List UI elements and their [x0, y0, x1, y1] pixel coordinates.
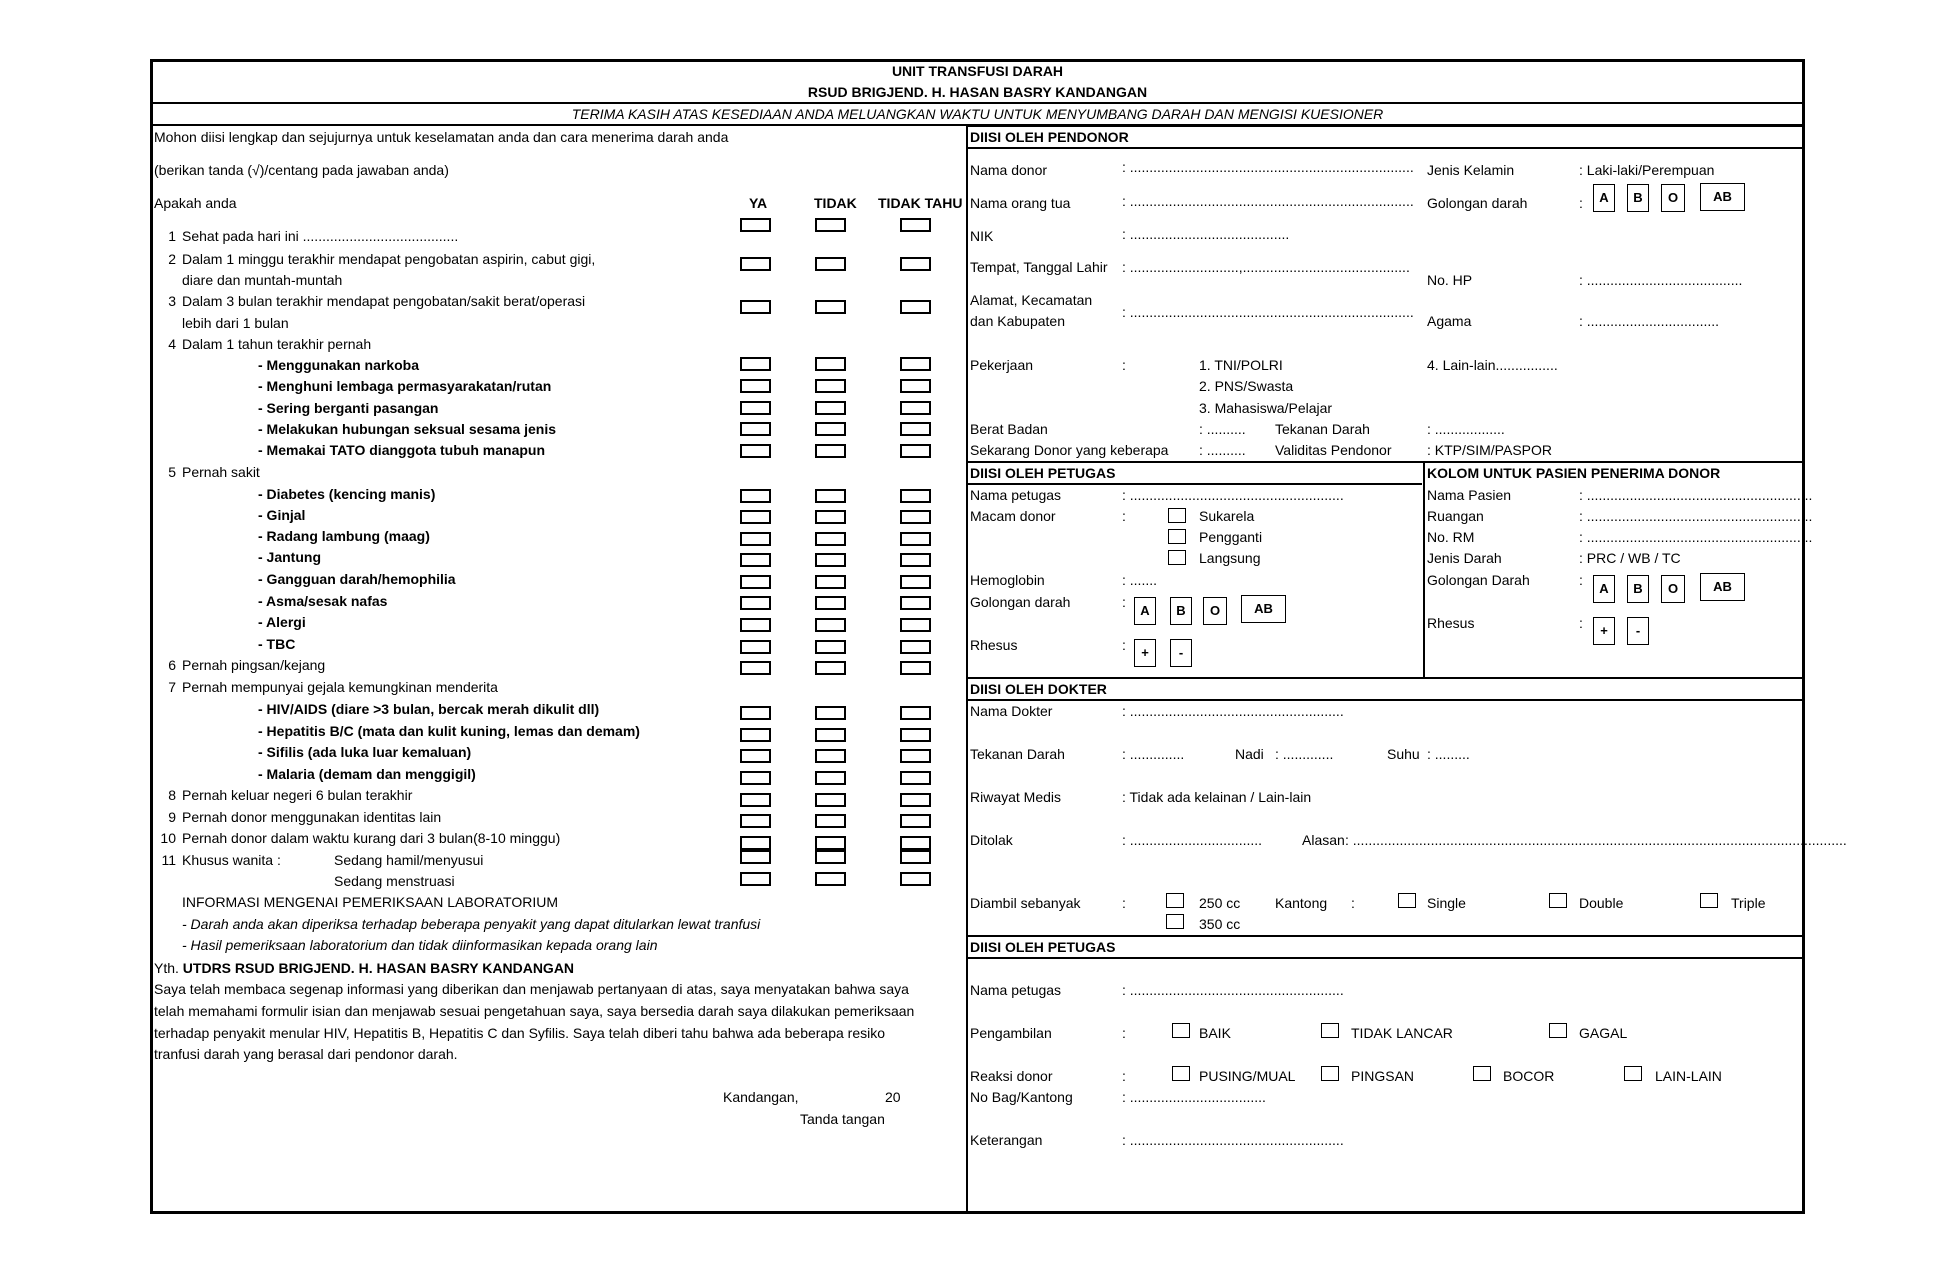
label-macam-donor: Macam donor — [970, 508, 1056, 524]
section-title-pendonor: DIISI OLEH PENDONOR — [970, 129, 1129, 145]
answer-checkbox-ya[interactable] — [740, 793, 771, 807]
checkbox-lain-lain[interactable] — [1624, 1066, 1642, 1081]
thanks-banner: TERIMA KASIH ATAS KESEDIAAN ANDA MELUANGKAN WAKTU UNTUK MENYUMBANG DARAH DAN MENGISI KUESIONER — [571, 106, 1384, 122]
answer-checkbox-tidak[interactable] — [815, 357, 846, 371]
statement-line: terhadap penyakit menular HIV, Hepatitis B, Hepatitis C dan Syfilis. Saya telah diberi tahu bahwa ada beberapa resiko — [154, 1025, 886, 1041]
answer-checkbox-tidak-tahu[interactable] — [900, 218, 931, 232]
blood-type-b-option[interactable]: B — [1627, 575, 1649, 603]
answer-checkbox-ya[interactable] — [740, 553, 771, 567]
field-jenis-kelamin[interactable]: : Laki-laki/Perempuan — [1579, 162, 1715, 178]
label-250cc: 250 cc — [1199, 895, 1241, 911]
label-jenis-kelamin: Jenis Kelamin — [1427, 162, 1515, 178]
answer-checkbox-tidak[interactable] — [815, 771, 846, 785]
wanita-option-2: Sedang menstruasi — [334, 873, 455, 889]
answer-checkbox-tidak-tahu[interactable] — [900, 850, 931, 864]
answer-checkbox-tidak[interactable] — [815, 444, 846, 458]
answer-checkbox-tidak[interactable] — [815, 575, 846, 589]
field-nama-petugas-2[interactable]: : ....................................................... — [1122, 982, 1344, 998]
label-nik: NIK — [970, 228, 994, 244]
field-no-hp[interactable]: : ........................................ — [1579, 272, 1743, 288]
field-alamat[interactable]: : ......................................................................... — [1122, 304, 1414, 320]
blood-type-a-option[interactable]: A — [1134, 597, 1156, 625]
question-text: - HIV/AIDS (diare >3 bulan, bercak merah dikulit dll) — [258, 701, 600, 717]
statement-line: Saya telah membaca segenap informasi yang diberikan dan menjawab pertanyaan di atas, saya menyatakan bahwa saya — [154, 981, 909, 997]
label-kantong: Kantong — [1275, 895, 1328, 911]
answer-checkbox-tidak[interactable] — [815, 401, 846, 415]
pekerjaan-option-1[interactable]: 1. TNI/POLRI — [1199, 357, 1283, 373]
field-tekanan-darah[interactable]: : .............. — [1122, 746, 1185, 762]
field-ditolak[interactable]: : .................................. — [1122, 832, 1263, 848]
question-text: Dalam 1 minggu terakhir mendapat pengobatan aspirin, cabut gigi, — [182, 251, 596, 267]
header-title-2: RSUD BRIGJEND. H. HASAN BASRY KANDANGAN — [807, 84, 1148, 100]
question-text: - Memakai TATO dianggota tubuh manapun — [258, 442, 546, 458]
label-validitas: Validitas Pendonor — [1275, 442, 1392, 458]
question-text: - Alergi — [258, 614, 306, 630]
question-number: 3 — [168, 293, 176, 309]
field-nama-petugas[interactable]: : ....................................................... — [1122, 487, 1344, 503]
field-nama-pasien[interactable]: : .......................................................... — [1579, 487, 1813, 503]
answer-checkbox-tidak[interactable] — [815, 749, 846, 763]
answer-checkbox-tidak-tahu[interactable] — [900, 814, 931, 828]
divider — [967, 699, 1804, 701]
answer-checkbox-ya[interactable] — [740, 771, 771, 785]
divider — [967, 461, 1804, 463]
pekerjaan-option-3[interactable]: 3. Mahasiswa/Pelajar — [1199, 400, 1333, 416]
answer-checkbox-tidak-tahu[interactable] — [900, 618, 931, 632]
section-title-petugas-2: DIISI OLEH PETUGAS — [970, 939, 1116, 955]
question-text: - Jantung — [258, 549, 321, 565]
label-pusing-mual: PUSING/MUAL — [1199, 1068, 1296, 1084]
answer-checkbox-tidak[interactable] — [815, 300, 846, 314]
answer-checkbox-tidak[interactable] — [815, 218, 846, 232]
blood-type-ab-option[interactable]: AB — [1700, 183, 1745, 211]
yth-prefix: Yth. — [154, 960, 179, 976]
answer-checkbox-ya[interactable] — [740, 661, 771, 675]
lab-info-1: - Darah anda akan diperiksa terhadap beberapa penyakit yang dapat ditularkan lewat tranfusi — [182, 916, 761, 932]
colon: : — [1122, 637, 1126, 653]
question-text: Pernah pingsan/kejang — [182, 657, 326, 673]
sign-year: 20 — [885, 1089, 901, 1105]
question-number: 8 — [168, 787, 176, 803]
question-number: 7 — [168, 679, 176, 695]
label-langsung: Langsung — [1199, 550, 1261, 566]
answer-checkbox-ya[interactable] — [740, 357, 771, 371]
answer-checkbox-tidak[interactable] — [815, 553, 846, 567]
answer-checkbox-tidak-tahu[interactable] — [900, 661, 931, 675]
question-text: - Ginjal — [258, 507, 306, 523]
statement-line: tranfusi darah yang berasal dari pendonor darah. — [154, 1046, 458, 1062]
label-pingsan: PINGSAN — [1351, 1068, 1415, 1084]
header-title-1: UNIT TRANSFUSI DARAH — [891, 63, 1064, 79]
label-golongan-darah-pasien: Golongan Darah — [1427, 572, 1530, 588]
answer-checkbox-tidak[interactable] — [815, 640, 846, 654]
intro-text: Mohon diisi lengkap dan sejujurnya untuk keselamatan anda dan cara menerima darah anda — [154, 129, 729, 145]
answer-checkbox-tidak[interactable] — [815, 706, 846, 720]
label-no-rm: No. RM — [1427, 529, 1475, 545]
label-baik: BAIK — [1199, 1025, 1231, 1041]
answer-checkbox-ya[interactable] — [740, 706, 771, 720]
signature-label: Tanda tangan — [800, 1111, 885, 1127]
question-text: Dalam 1 tahun terakhir pernah — [182, 336, 372, 352]
label-pekerjaan: Pekerjaan — [970, 357, 1034, 373]
question-text: - Menghuni lembaga permasyarakatan/rutan — [258, 378, 552, 394]
divider — [967, 677, 1804, 679]
field-no-bag[interactable]: : ................................... — [1122, 1089, 1266, 1105]
divider — [967, 957, 1804, 959]
checkbox-bocor[interactable] — [1473, 1066, 1491, 1081]
answer-checkbox-ya[interactable] — [740, 596, 771, 610]
blood-type-o-option[interactable]: O — [1661, 575, 1685, 603]
label-nama-donor: Nama donor — [970, 162, 1048, 178]
checkbox-sukarela[interactable] — [1168, 508, 1186, 523]
colon: : — [1579, 572, 1583, 588]
label-donor-ke: Sekarang Donor yang keberapa — [970, 442, 1169, 458]
answer-checkbox-tidak[interactable] — [815, 793, 846, 807]
field-nama-ortu[interactable]: : ......................................................................... — [1122, 193, 1414, 209]
answer-checkbox-ya[interactable] — [740, 850, 771, 864]
checkbox-gagal[interactable] — [1549, 1023, 1567, 1038]
answer-checkbox-tidak[interactable] — [815, 814, 846, 828]
answer-checkbox-tidak[interactable] — [815, 510, 846, 524]
label-golongan-darah: Golongan darah — [1427, 195, 1528, 211]
question-number: 9 — [168, 809, 176, 825]
label-agama: Agama — [1427, 313, 1472, 329]
question-text: Pernah mempunyai gejala kemungkinan menderita — [182, 679, 498, 695]
label-golongan-darah: Golongan darah — [970, 594, 1071, 610]
colon: : — [1351, 895, 1355, 911]
checkbox-pingsan[interactable] — [1321, 1066, 1339, 1081]
label-nama-ortu: Nama orang tua — [970, 195, 1071, 211]
colon: : — [1122, 508, 1126, 524]
answer-checkbox-tidak[interactable] — [815, 422, 846, 436]
question-number: 6 — [168, 657, 176, 673]
answer-checkbox-ya[interactable] — [740, 575, 771, 589]
answer-checkbox-tidak[interactable] — [815, 728, 846, 742]
label-sukarela: Sukarela — [1199, 508, 1255, 524]
answer-checkbox-tidak-tahu[interactable] — [900, 401, 931, 415]
field-jenis-darah[interactable]: : PRC / WB / TC — [1579, 550, 1681, 566]
answer-checkbox-tidak-tahu[interactable] — [900, 706, 931, 720]
answer-checkbox-tidak-tahu[interactable] — [900, 444, 931, 458]
label-ttl: Tempat, Tanggal Lahir — [970, 259, 1108, 275]
label-keterangan: Keterangan — [970, 1132, 1043, 1148]
answer-checkbox-ya[interactable] — [740, 489, 771, 503]
lab-info-2: - Hasil pemeriksaan laboratorium dan tidak diinformasikan kepada orang lain — [182, 937, 658, 953]
field-nadi[interactable]: : ............. — [1275, 746, 1334, 762]
statement-line: telah memahami formulir isian dan menjawab sesuai pengetahuan saya, saya bersedia darah saya dilakukan pemeriksaan — [154, 1003, 915, 1019]
question-text: - Hepatitis B/C (mata dan kulit kuning, lemas dan demam) — [258, 723, 640, 739]
question-lead: Apakah anda — [154, 195, 237, 211]
question-text: - Radang lambung (maag) — [258, 528, 430, 544]
answer-checkbox-tidak[interactable] — [815, 661, 846, 675]
colon: : — [1122, 895, 1126, 911]
label-pengambilan: Pengambilan — [970, 1025, 1052, 1041]
divider — [151, 102, 1804, 104]
question-text: Dalam 3 bulan terakhir mendapat pengobatan/sakit berat/operasi — [182, 293, 586, 309]
label-alasan: Alasan — [1302, 832, 1345, 848]
answer-checkbox-ya[interactable] — [740, 379, 771, 393]
answer-checkbox-ya[interactable] — [740, 401, 771, 415]
question-text: Pernah donor menggunakan identitas lain — [182, 809, 442, 825]
question-number: 1 — [168, 228, 176, 244]
rhesus-positive-option[interactable]: + — [1593, 617, 1615, 645]
column-divider — [966, 125, 968, 1213]
field-keterangan[interactable]: : ....................................................... — [1122, 1132, 1344, 1148]
answer-checkbox-tidak-tahu[interactable] — [900, 300, 931, 314]
blood-type-ab-option[interactable]: AB — [1700, 573, 1745, 601]
field-suhu[interactable]: : ......... — [1427, 746, 1470, 762]
answer-checkbox-ya[interactable] — [740, 618, 771, 632]
answer-checkbox-tidak[interactable] — [815, 257, 846, 271]
field-donor-ke[interactable]: : .......... — [1199, 442, 1246, 458]
rhesus-negative-option[interactable]: - — [1627, 617, 1649, 645]
field-nama-donor[interactable]: : ......................................................................... — [1122, 159, 1414, 175]
label-rhesus-pasien: Rhesus — [1427, 615, 1475, 631]
answer-checkbox-tidak[interactable] — [815, 596, 846, 610]
blood-type-a-option[interactable]: A — [1593, 575, 1615, 603]
question-text: Pernah donor dalam waktu kurang dari 3 bulan(8-10 minggu) — [182, 830, 561, 846]
colon: : — [1579, 615, 1583, 631]
answer-checkbox-tidak-tahu[interactable] — [900, 771, 931, 785]
rhesus-negative-option[interactable]: - — [1170, 639, 1192, 667]
label-nadi: Nadi — [1235, 746, 1264, 762]
answer-checkbox-tidak-tahu[interactable] — [900, 596, 931, 610]
label-tekanan-darah: Tekanan Darah — [1275, 421, 1370, 437]
col-header-tidak-tahu: TIDAK TAHU — [878, 195, 963, 211]
answer-checkbox-tidak-tahu[interactable] — [900, 836, 931, 850]
pekerjaan-option-2[interactable]: 2. PNS/Swasta — [1199, 378, 1294, 394]
field-agama[interactable]: : .................................. — [1579, 313, 1720, 329]
field-no-rm[interactable]: : .......................................................... — [1579, 529, 1813, 545]
blood-type-ab-option[interactable]: AB — [1241, 595, 1286, 623]
blood-type-a-option[interactable]: A — [1593, 184, 1615, 212]
field-ruangan[interactable]: : .......................................................... — [1579, 508, 1813, 524]
colon: : — [1122, 594, 1126, 610]
field-riwayat-medis[interactable]: : Tidak ada kelainan / Lain-lain — [1122, 789, 1312, 805]
label-berat-badan: Berat Badan — [970, 421, 1048, 437]
answer-checkbox-tidak-tahu[interactable] — [900, 749, 931, 763]
divider — [967, 935, 1804, 937]
answer-checkbox-tidak-tahu[interactable] — [900, 532, 931, 546]
label-350cc: 350 cc — [1199, 916, 1241, 932]
wanita-option-1: Sedang hamil/menyusui — [334, 852, 484, 868]
label-alamat-2: dan Kabupaten — [970, 313, 1065, 329]
colon: : — [1579, 195, 1583, 211]
label-ditolak: Ditolak — [970, 832, 1013, 848]
answer-checkbox-ya[interactable] — [740, 422, 771, 436]
col-header-ya: YA — [749, 195, 768, 211]
label-no-bag: No Bag/Kantong — [970, 1089, 1073, 1105]
label-rhesus: Rhesus — [970, 637, 1018, 653]
label-riwayat-medis: Riwayat Medis — [970, 789, 1062, 805]
checkbox-double[interactable] — [1549, 893, 1567, 908]
label-tekanan-darah: Tekanan Darah — [970, 746, 1065, 762]
answer-checkbox-tidak[interactable] — [815, 872, 846, 886]
section-title-petugas: DIISI OLEH PETUGAS — [970, 465, 1116, 481]
label-single: Single — [1427, 895, 1466, 911]
question-text: - Gangguan darah/hemophilia — [258, 571, 456, 587]
question-text: - Diabetes (kencing manis) — [258, 486, 436, 502]
question-number: 10 — [160, 830, 176, 846]
answer-checkbox-tidak-tahu[interactable] — [900, 575, 931, 589]
label-diambil: Diambil sebanyak — [970, 895, 1081, 911]
answer-checkbox-ya[interactable] — [740, 532, 771, 546]
answer-checkbox-tidak-tahu[interactable] — [900, 357, 931, 371]
question-text: - TBC — [258, 636, 296, 652]
answer-checkbox-ya[interactable] — [740, 836, 771, 850]
label-reaksi-donor: Reaksi donor — [970, 1068, 1053, 1084]
label-tidak-lancar: TIDAK LANCAR — [1351, 1025, 1453, 1041]
answer-checkbox-ya[interactable] — [740, 728, 771, 742]
column-divider — [1423, 462, 1425, 678]
blood-type-b-option[interactable]: B — [1627, 184, 1649, 212]
label-ruangan: Ruangan — [1427, 508, 1484, 524]
checkbox-pusing-mual[interactable] — [1172, 1066, 1190, 1081]
label-nama-dokter: Nama Dokter — [970, 703, 1053, 719]
field-alasan[interactable]: : ............................................................................................................................... — [1345, 832, 1847, 848]
label-gagal: GAGAL — [1579, 1025, 1628, 1041]
answer-checkbox-tidak-tahu[interactable] — [900, 728, 931, 742]
lab-info-title: INFORMASI MENGENAI PEMERIKSAAN LABORATORIUM — [182, 894, 558, 910]
label-hemoglobin: Hemoglobin — [970, 572, 1045, 588]
checkbox-tidak-lancar[interactable] — [1321, 1023, 1339, 1038]
blood-type-o-option[interactable]: O — [1203, 597, 1227, 625]
label-no-hp: No. HP — [1427, 272, 1473, 288]
answer-checkbox-tidak-tahu[interactable] — [900, 553, 931, 567]
question-text: Khusus wanita : — [182, 852, 281, 868]
answer-checkbox-ya[interactable] — [740, 257, 771, 271]
checkbox-single[interactable] — [1398, 893, 1416, 908]
question-text: - Sering berganti pasangan — [258, 400, 439, 416]
question-text: - Menggunakan narkoba — [258, 357, 420, 373]
yth-line — [154, 960, 574, 977]
col-header-tidak: TIDAK — [814, 195, 857, 211]
field-nik[interactable]: : ......................................... — [1122, 226, 1290, 242]
yth-recipient: UTDRS RSUD BRIGJEND. H. HASAN BASRY KANDANGAN — [182, 960, 575, 976]
colon: : — [1122, 1025, 1126, 1041]
colon: : — [1122, 357, 1126, 373]
question-number: 2 — [168, 251, 176, 267]
answer-checkbox-tidak-tahu[interactable] — [900, 510, 931, 524]
answer-checkbox-tidak-tahu[interactable] — [900, 379, 931, 393]
rhesus-positive-option[interactable]: + — [1134, 639, 1156, 667]
answer-checkbox-ya[interactable] — [740, 814, 771, 828]
checkbox-triple[interactable] — [1700, 893, 1718, 908]
question-number: 11 — [161, 852, 176, 868]
field-tekanan-darah[interactable]: : .................. — [1427, 421, 1505, 437]
checkbox-baik[interactable] — [1172, 1023, 1190, 1038]
answer-checkbox-tidak-tahu[interactable] — [900, 640, 931, 654]
answer-checkbox-ya[interactable] — [740, 640, 771, 654]
question-text: Pernah keluar negeri 6 bulan terakhir — [182, 787, 413, 803]
label-nama-petugas: Nama petugas — [970, 487, 1062, 503]
label-nama-pasien: Nama Pasien — [1427, 487, 1512, 503]
label-pengganti: Pengganti — [1199, 529, 1263, 545]
divider — [967, 147, 1804, 149]
answer-checkbox-tidak-tahu[interactable] — [900, 257, 931, 271]
label-bocor: BOCOR — [1503, 1068, 1555, 1084]
label-triple: Triple — [1731, 895, 1766, 911]
answer-checkbox-tidak[interactable] — [815, 489, 846, 503]
checkbox-250cc[interactable] — [1166, 893, 1184, 908]
answer-checkbox-tidak[interactable] — [815, 850, 846, 864]
question-text: - Sifilis (ada luka luar kemaluan) — [258, 744, 472, 760]
label-suhu: Suhu — [1387, 746, 1420, 762]
intro-instruction: (berikan tanda (√)/centang pada jawaban anda) — [154, 162, 449, 178]
answer-checkbox-tidak-tahu[interactable] — [900, 793, 931, 807]
label-lain-lain: LAIN-LAIN — [1655, 1068, 1722, 1084]
answer-checkbox-ya[interactable] — [740, 444, 771, 458]
field-nama-dokter[interactable]: : ....................................................... — [1122, 703, 1344, 719]
checkbox-350cc[interactable] — [1166, 914, 1184, 929]
blood-type-b-option[interactable]: B — [1170, 597, 1192, 625]
field-validitas[interactable]: : KTP/SIM/PASPOR — [1427, 442, 1552, 458]
question-text: diare dan muntah-muntah — [182, 272, 343, 288]
answer-checkbox-ya[interactable] — [740, 510, 771, 524]
field-hemoglobin[interactable]: : ....... — [1122, 572, 1158, 588]
question-number: 5 — [168, 464, 176, 480]
answer-checkbox-tidak[interactable] — [815, 379, 846, 393]
colon: : — [1122, 1068, 1126, 1084]
label-alamat-1: Alamat, Kecamatan — [970, 292, 1093, 308]
question-text: - Melakukan hubungan seksual sesama jenis — [258, 421, 556, 437]
question-text: Pernah sakit — [182, 464, 260, 480]
checkbox-langsung[interactable] — [1168, 550, 1186, 565]
answer-checkbox-ya[interactable] — [740, 749, 771, 763]
question-number: 4 — [168, 336, 176, 352]
answer-checkbox-tidak[interactable] — [815, 532, 846, 546]
question-text: Sehat pada hari ini ........................................ — [182, 228, 459, 244]
question-text: lebih dari 1 bulan — [182, 315, 289, 331]
pekerjaan-option-4[interactable]: 4. Lain-lain................ — [1427, 357, 1558, 373]
question-text: - Asma/sesak nafas — [258, 593, 388, 609]
question-text: - Malaria (demam dan menggigil) — [258, 766, 476, 782]
answer-checkbox-ya[interactable] — [740, 300, 771, 314]
answer-checkbox-tidak-tahu[interactable] — [900, 489, 931, 503]
checkbox-pengganti[interactable] — [1168, 529, 1186, 544]
divider — [967, 125, 1804, 127]
divider — [967, 483, 1422, 485]
field-ttl[interactable]: : ............................,........................................... — [1122, 259, 1410, 275]
section-title-dokter: DIISI OLEH DOKTER — [970, 681, 1107, 697]
answer-checkbox-tidak-tahu[interactable] — [900, 872, 931, 886]
answer-checkbox-ya[interactable] — [740, 218, 771, 232]
section-title-pasien: KOLOM UNTUK PASIEN PENERIMA DONOR — [1427, 465, 1721, 481]
answer-checkbox-ya[interactable] — [740, 872, 771, 886]
field-berat-badan[interactable]: : .......... — [1199, 421, 1246, 437]
label-double: Double — [1579, 895, 1624, 911]
label-jenis-darah: Jenis Darah — [1427, 550, 1502, 566]
blood-type-o-option[interactable]: O — [1661, 184, 1685, 212]
label-nama-petugas-2: Nama petugas — [970, 982, 1062, 998]
answer-checkbox-tidak-tahu[interactable] — [900, 422, 931, 436]
answer-checkbox-tidak[interactable] — [815, 618, 846, 632]
answer-checkbox-tidak[interactable] — [815, 836, 846, 850]
sign-place: Kandangan, — [723, 1089, 799, 1105]
